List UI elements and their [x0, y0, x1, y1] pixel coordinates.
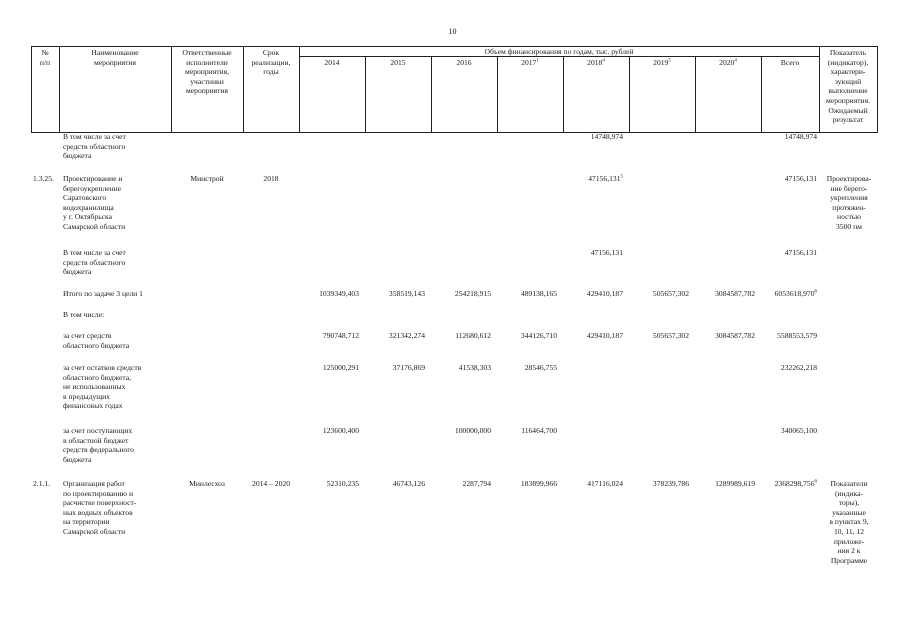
row-value-2018: 47156,131 — [590, 248, 623, 257]
footnote-marker: 4 — [734, 58, 737, 64]
footnote-marker: 5 — [668, 58, 671, 64]
row-name: В том числе за счет средств областного бюджета — [63, 248, 126, 277]
row-term: 2018 — [263, 174, 279, 183]
row-value-2019: 378239,786 — [652, 479, 689, 488]
row-number: 1.3.25. — [33, 174, 54, 183]
row-value-2018: 47156,131$^5$ — [588, 174, 623, 183]
row-value-2014: 123600,400 — [322, 426, 359, 435]
row-value-2014: 790748,712 — [322, 331, 359, 340]
footnote-marker: 5 — [620, 174, 623, 180]
header-col-funding: Объем финансирования по годам, тыс. рублей — [484, 47, 634, 56]
row-value-2017: 116464,700 — [521, 426, 557, 435]
row-value-2017: 28546,755 — [524, 363, 557, 372]
row-value-2016: 254218,915 — [454, 289, 491, 298]
row-value-2017: 183899,966 — [520, 479, 557, 488]
row-value-2015: 358519,143 — [388, 289, 425, 298]
row-value-2016: 112680,612 — [455, 331, 491, 340]
row-value-2015: 321342,274 — [388, 331, 425, 340]
row-value-Всего: 5588553,579 — [777, 331, 817, 340]
row-value-2014: 1039349,403 — [319, 289, 359, 298]
row-value-2015: 46743,126 — [392, 479, 425, 488]
row-value-2018: 429410,187 — [586, 331, 623, 340]
row-name: Итого по задаче 3 цели 1 — [63, 289, 143, 298]
header-year-4: 2017$^1$ — [521, 58, 539, 67]
header-col-responsible: Ответственные исполнители мероприятия, участники мероприятия — [182, 48, 232, 96]
footnote-marker: 4 — [602, 58, 605, 64]
header-year-8: Всего — [780, 58, 800, 67]
row-value-Всего: 6053618,970$^6$ — [774, 289, 817, 298]
row-value-2018: 417116,024 — [587, 479, 623, 488]
row-value-2014: 125000,291 — [322, 363, 359, 372]
row-value-Всего: 2368298,756$^6$ — [774, 479, 817, 488]
row-value-2014: 52310,235 — [326, 479, 359, 488]
footnote-marker: 6 — [814, 289, 817, 295]
row-value-2015: 37176,869 — [392, 363, 425, 372]
footnote-marker: 1 — [536, 58, 539, 64]
header-col-number: № п/п — [39, 48, 51, 67]
row-term: 2014 – 2020 — [252, 479, 290, 488]
header-year-7: 2020$^4$ — [719, 58, 737, 67]
header-year-6: 2019$^5$ — [653, 58, 671, 67]
row-value-2019: 505657,302 — [652, 331, 689, 340]
row-name: за счет средств областного бюджета — [63, 331, 130, 350]
row-value-2019: 505657,302 — [652, 289, 689, 298]
row-value-2018: 429410,187 — [586, 289, 623, 298]
header-year-1: 2014 — [324, 58, 340, 67]
row-value-2020: 3084587,782 — [715, 289, 755, 298]
row-name: за счет остатков средств областного бюджета, не использованных в предыдущих финансовых годах — [63, 363, 142, 411]
header-col-indicator: Показатель (индикатор), характери- зующий выполнение мероприятия. Ожидаемый результат — [826, 48, 870, 125]
row-value-2017: 344126,710 — [520, 331, 557, 340]
row-value-2016: 41538,303 — [458, 363, 491, 372]
header-year-3: 2016 — [456, 58, 472, 67]
row-value-Всего: 232262,218 — [780, 363, 817, 372]
header-col-name: Наименование мероприятия — [91, 48, 139, 67]
row-name: за счет поступающих в областной бюджет средств федерального бюджета — [63, 426, 134, 464]
row-indicator: Проектирова- ние берего- укрепления протяжен- ностью 3500 пм — [826, 174, 872, 231]
footnote-marker: 6 — [814, 479, 817, 485]
row-value-2020: 1289989,619 — [715, 479, 755, 488]
row-value-2017: 489138,165 — [520, 289, 557, 298]
header-year-2: 2015 — [390, 58, 406, 67]
header-year-5: 2018$^4$ — [587, 58, 605, 67]
row-value-Всего: 47156,131 — [784, 174, 817, 183]
row-indicator: Показатели (индика- торы), указанные в пунктах 9, 10, 11, 12 приложе- ния 2 к Программе — [829, 479, 869, 565]
row-name: Проектирование и берегоукрепление Саратовского водохранилища у г. Октябрьска Самарской области — [63, 174, 126, 231]
header-col-term: Срок реализации, годы — [251, 48, 291, 77]
row-name: В том числе за счет средств областного бюджета — [63, 132, 126, 161]
row-value-Всего: 340065,100 — [780, 426, 817, 435]
row-value-2016: 2287,794 — [462, 479, 491, 488]
row-value-2018: 14748,974 — [590, 132, 623, 141]
row-responsible: Минстрой — [190, 174, 224, 183]
row-value-2016: 100000,000 — [454, 426, 491, 435]
row-value-Всего: 14748,974 — [784, 132, 817, 141]
page-number: 10 — [448, 27, 457, 36]
row-responsible: Минлесхоз — [189, 479, 225, 488]
row-name: В том числе: — [63, 310, 105, 319]
row-value-Всего: 47156,131 — [784, 248, 817, 257]
row-number: 2.1.1. — [33, 479, 51, 488]
row-name: Организация работ по проектированию и расчистке поверхност- ных водных объектов на территории Самарской области — [63, 479, 137, 536]
row-value-2020: 3084587,782 — [715, 331, 755, 340]
